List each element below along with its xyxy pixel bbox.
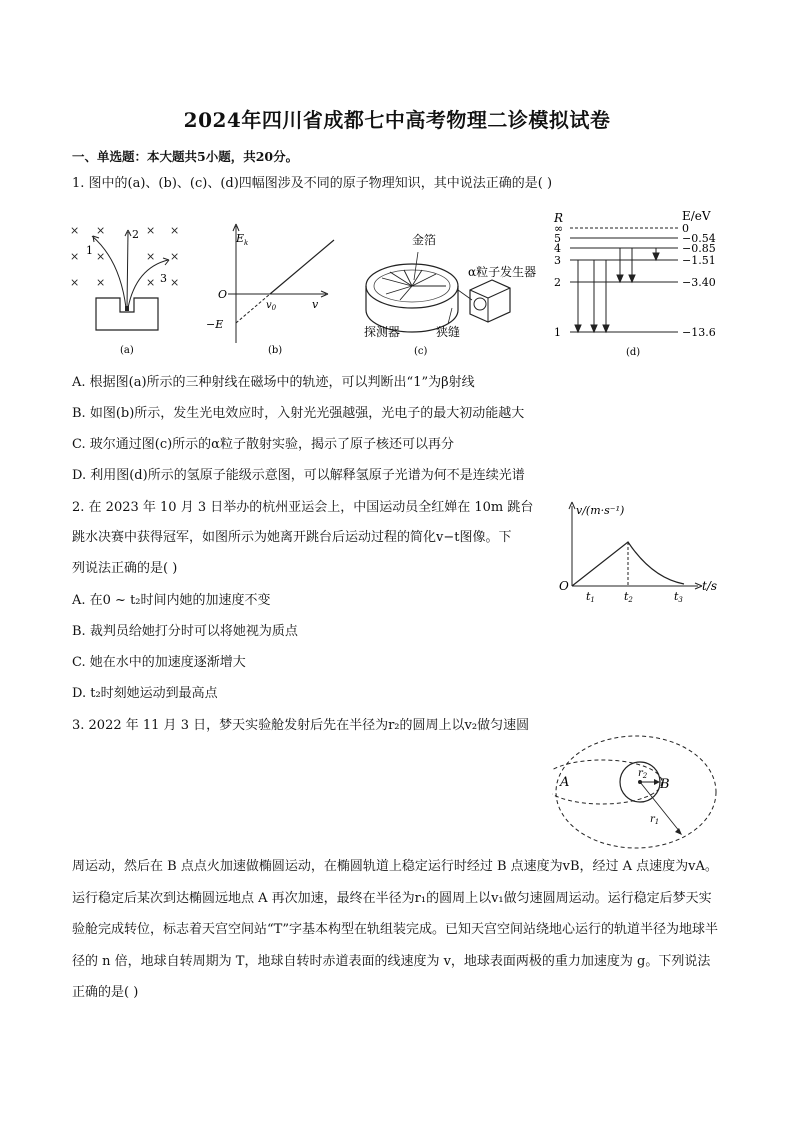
q1-stem: 1. 图中的(a)、(b)、(c)、(d)四幅图涉及不同的原子物理知识，其中说法正确的是( ) bbox=[72, 176, 553, 191]
ek-label: E bbox=[236, 232, 245, 245]
slit-label: 狭缝 bbox=[436, 325, 461, 339]
svg-text:×: × bbox=[70, 250, 80, 263]
energy-level-e: −0.54 bbox=[682, 232, 716, 245]
figure-c bbox=[360, 228, 560, 362]
svg-text:×: × bbox=[170, 250, 180, 263]
energy-level-e: −3.40 bbox=[682, 276, 716, 289]
svg-text:×: × bbox=[70, 276, 80, 289]
t2-label: t bbox=[624, 590, 629, 603]
energy-level-e: −13.6 bbox=[682, 326, 716, 339]
q2-stem-line2: 跳水决赛中获得冠军，如图所示为她离开跳台后运动过程的简化v−t图像。下 bbox=[72, 530, 512, 545]
q1-option-b: B. 如图(b)所示，发生光电效应时，入射光光强越强，光电子的最大初动能越大 bbox=[72, 406, 525, 421]
energy-level-e: −1.51 bbox=[682, 254, 716, 267]
figure-c-caption: (c) bbox=[414, 346, 428, 357]
t3-label: t bbox=[674, 590, 679, 603]
energy-level-n: 2 bbox=[554, 276, 561, 289]
page-title: 2024年四川省成都七中高考物理二诊模拟试卷 bbox=[183, 108, 611, 132]
origin-label: O bbox=[559, 579, 569, 593]
ray-label-2: 2 bbox=[132, 228, 139, 241]
q2-stem-line1: 2. 在 2023 年 10 月 3 日举办的杭州亚运会上，中国运动员全红婵在 10m 跳台 bbox=[72, 500, 534, 515]
figure-d bbox=[548, 208, 728, 362]
ray-label-1: 1 bbox=[86, 244, 93, 257]
origin-label: O bbox=[218, 288, 228, 301]
q2-option-b: B. 裁判员给她打分时可以将她视为质点 bbox=[72, 624, 298, 639]
energy-level-n: 3 bbox=[554, 254, 561, 267]
figure-a bbox=[62, 212, 192, 362]
q2-option-d: D. t₂时刻她运动到最高点 bbox=[72, 686, 218, 701]
outer-orbit bbox=[556, 736, 716, 848]
v-axis-label: v/(m·s⁻¹) bbox=[576, 504, 625, 517]
figure-b bbox=[198, 218, 348, 362]
r1-label: r bbox=[650, 814, 655, 825]
figure-a-caption: (a) bbox=[120, 345, 134, 356]
vt-graph bbox=[556, 496, 726, 604]
q2-stem-line3: 列说法正确的是( ) bbox=[72, 561, 178, 576]
energy-level-e: −0.85 bbox=[682, 242, 716, 255]
alpha-source-box bbox=[470, 280, 510, 322]
q1-option-d: D. 利用图(d)所示的氢原子能级示意图，可以解释氢原子光谱为何不是连续光谱 bbox=[72, 468, 525, 483]
ek-line bbox=[270, 240, 334, 294]
point-a-label: A bbox=[560, 775, 570, 790]
neg-e-label: −E bbox=[206, 318, 224, 331]
svg-text:×: × bbox=[96, 250, 106, 263]
v0-label: v bbox=[266, 300, 272, 311]
q2-option-a: A. 在0 ~ t₂时间内她的加速度不变 bbox=[72, 593, 271, 608]
svg-text:×: × bbox=[170, 276, 180, 289]
energy-level-n: 5 bbox=[554, 232, 561, 245]
gold-foil-label: 金箔 bbox=[412, 233, 437, 247]
scattering-rays bbox=[382, 270, 446, 300]
energy-level-e: 0 bbox=[682, 222, 689, 235]
svg-text:v0: $v_0$ bbox=[266, 300, 277, 312]
figure-b-caption: (b) bbox=[268, 345, 283, 356]
energy-level-n: 4 bbox=[554, 242, 561, 255]
svg-text:t1: t1 bbox=[586, 590, 595, 604]
v-axis-label: v bbox=[312, 298, 319, 311]
t1-label: t bbox=[586, 590, 591, 603]
orbit-figure bbox=[552, 732, 722, 854]
section-heading: 一、单选题：本大题共5小题，共20分。 bbox=[72, 149, 299, 164]
q2-option-c: C. 她在水中的加速度逐渐增大 bbox=[72, 655, 246, 670]
q1-option-a: A. 根据图(a)所示的三种射线在磁场中的轨迹，可以判断出“1”为β射线 bbox=[72, 375, 475, 390]
svg-text:×: × bbox=[70, 224, 80, 237]
svg-text:×: × bbox=[96, 276, 106, 289]
q3-paragraph: 周运动，然后在 B 点点火加速做椭圆运动，在椭圆轨道上稳定运行时经过 B 点速度为vB，经过 A 点速度为vA。运行稳定后某次到达椭圆远地点 A 再次加速，最终在半径为r₁的圆周上以v₁做匀速圆周运动。运行稳定后梦天实验舱完成转位，标志着天宫空间站“T”字基本构型在轨组装完成。已知天宫空间站绕地心运行的轨道半径为地球半径的 n 倍，地球自转周期为 T，地球自转时赤道表面的线速度为 v，地球表面两极的重力加速度为 g。下列说法正确的是( ) bbox=[72, 859, 718, 1000]
figure-d-caption: (d) bbox=[626, 347, 641, 358]
svg-text:×: × bbox=[146, 276, 156, 289]
n-axis-label: R bbox=[554, 211, 564, 225]
ray-label-3: 3 bbox=[160, 272, 167, 285]
alpha-source-label: α粒子发生器 bbox=[468, 265, 537, 279]
q1-option-c: C. 玻尔通过图(c)所示的α粒子散射实验，揭示了原子核还可以再分 bbox=[72, 437, 454, 452]
detector-label: 探测器 bbox=[364, 325, 401, 339]
svg-text:Ek: $E_k$ bbox=[236, 232, 249, 247]
r2-label: r bbox=[638, 768, 643, 779]
point-b-label: B bbox=[660, 777, 670, 792]
energy-level-n: 1 bbox=[554, 326, 561, 339]
svg-text:×: × bbox=[146, 224, 156, 237]
svg-text:r1: $r_1$ bbox=[650, 814, 660, 826]
svg-text:×: × bbox=[170, 224, 180, 237]
svg-text:r2: $r_2$ bbox=[638, 768, 648, 780]
ek-extension bbox=[236, 294, 270, 323]
t-axis-label: t/s bbox=[702, 579, 718, 593]
svg-text:t3: t3 bbox=[674, 590, 683, 604]
e-axis-label: E/eV bbox=[682, 209, 711, 223]
ray-1-track bbox=[92, 236, 126, 308]
svg-text:×: × bbox=[146, 250, 156, 263]
svg-text:×: × bbox=[96, 224, 106, 237]
energy-level-n: ∞ bbox=[554, 222, 564, 235]
svg-text:t2: t2 bbox=[624, 590, 633, 604]
transition-arrows bbox=[575, 248, 659, 332]
ray-2-track bbox=[127, 232, 128, 308]
q3-stem-line1: 3. 2022 年 11 月 3 日，梦天实验舱发射后先在半径为r₂的圆周上以v₂做匀速圆 bbox=[72, 718, 530, 733]
